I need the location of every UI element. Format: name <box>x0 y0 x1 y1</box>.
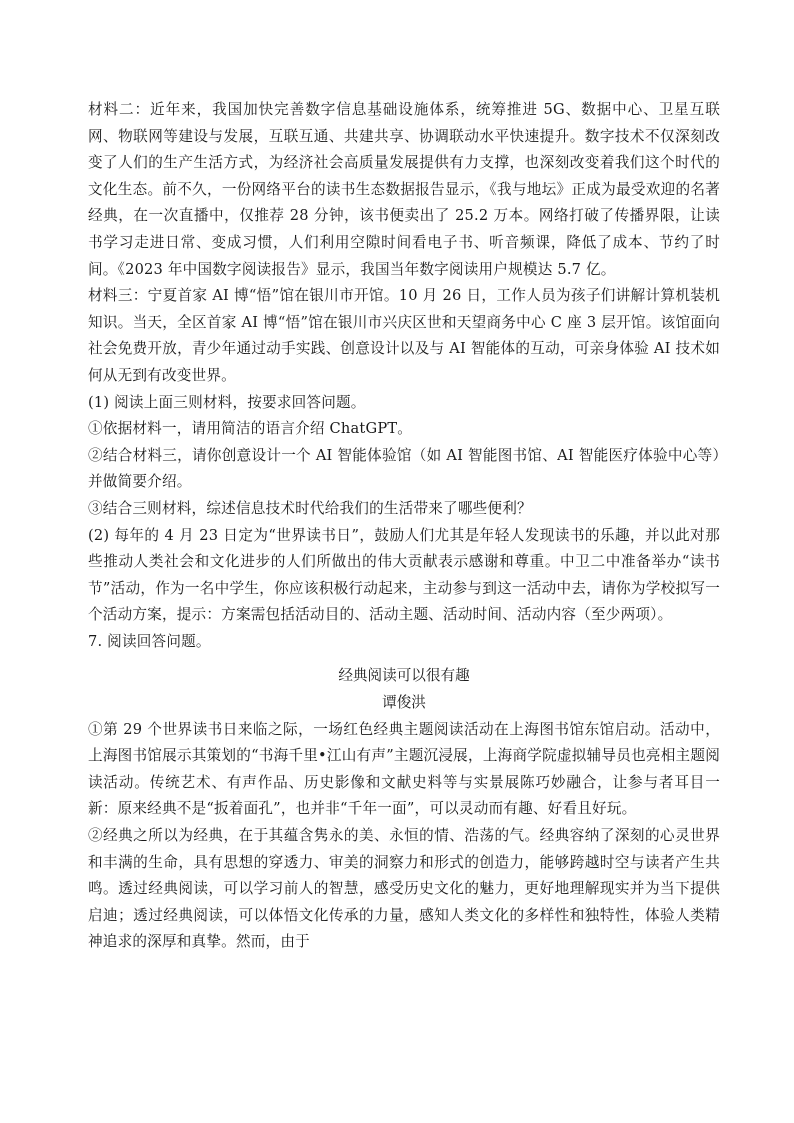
article-paragraph-2: ②经典之所以为经典，在于其蕴含隽永的美、永恒的情、浩荡的气。经典容纳了深刻的心灵世界和丰满的生命，具有思想的穿透力、审美的洞察力和形式的创造力，能够跨越时空与读者产生共鸣。透过经典阅读，可以学习前人的智慧，感受历史文化的魅力，更好地理解现实并为当下提供启迪；透过经典阅读，可以体悟文化传承的力量，感知人类文化的多样性和独特性，体验人类精神追求的深厚和真挚。然而，由于 <box>88 827 720 951</box>
material-three-paragraph: 材料三：宁夏首家 AI 博“悟”馆在银川市开馆。10 月 26 日，工作人员为孩子们讲解计算机装机知识。当天，全区首家 AI 博“悟”馆在银川市兴庆区世和天望商务中心 C 座 3 层开馆。该馆面向社会免费开放，青少年通过动手实践、创意设计以及与 AI 智能体的互动，可亲身体验 AI 技术如何从无到有改变世界。 <box>88 287 720 384</box>
question-7-heading: 7. 阅读回答问题。 <box>88 632 211 650</box>
material-two-paragraph: 材料二：近年来，我国加快完善数字信息基础设施体系，统筹推进 5G、数据中心、卫星互联网、物联网等建设与发展，互联互通、共建共享、协调联动水平快速提升。数字技术不仅深刻改变了人们的生产生活方式，为经济社会高质量发展提供有力支撑，也深刻改变着我们这个时代的文化生态。前不久，一份网络平台的读书生态数据报告显示，《我与地坛》正成为最受欢迎的名著经典，在一次直播中，仅推荐 28 分钟，该书便卖出了 25.2 万本。网络打破了传播界限，让读书学习走进日常、变成习惯，人们利用空隙时间看电子书、听音频课，降低了成本、节约了时间。《2023 年中国数字阅读报告》显示，我国当年数字阅读用户规模达 5.7 亿。 <box>88 101 720 278</box>
question-1-item-1: ①依据材料一，请用简洁的语言介绍 ChatGPT。 <box>88 420 413 438</box>
question-1-item-2: ②结合材料三，请你创意设计一个 AI 智能体验馆（如 AI 智能图书馆、AI 智能医疗体验中心等）并做简要介绍。 <box>88 446 720 491</box>
article-author: 谭俊洪 <box>382 694 426 712</box>
article-title: 经典阅读可以很有趣 <box>338 667 470 685</box>
question-1-intro: (1) 阅读上面三则材料，按要求回答问题。 <box>88 393 366 411</box>
question-1-item-3: ③结合三则材料，综述信息技术时代给我们的生活带来了哪些便利？ <box>88 499 532 517</box>
article-paragraph-1: ①第 29 个世界读书日来临之际，一场红色经典主题阅读活动在上海图书馆东馆启动。活动中，上海图书馆展示其策划的“书海千里•江山有声”主题沉浸展，上海商学院虚拟辅导员也亮相主题阅读活动。传统艺术、有声作品、历史影像和文献史料等与实景展陈巧妙融合，让参与者耳目一新：原来经典不是“扳着面孔”，也并非“千年一面”，可以灵动而有趣、好看且好玩。 <box>88 720 720 818</box>
question-2-paragraph: (2) 每年的 4 月 23 日定为“世界读书日”，鼓励人们尤其是年轻人发现读书的乐趣，并以此对那些推动人类社会和文化进步的人们所做出的伟大贡献表示感谢和尊重。中卫二中准备举办“读书节”活动，作为一名中学生，你应该积极行动起来，主动参与到这一活动中去，请你为学校拟写一个活动方案，提示：方案需包括活动目的、活动主题、活动时间、活动内容（至少两项）。 <box>88 526 720 624</box>
document-page <box>88 97 720 956</box>
